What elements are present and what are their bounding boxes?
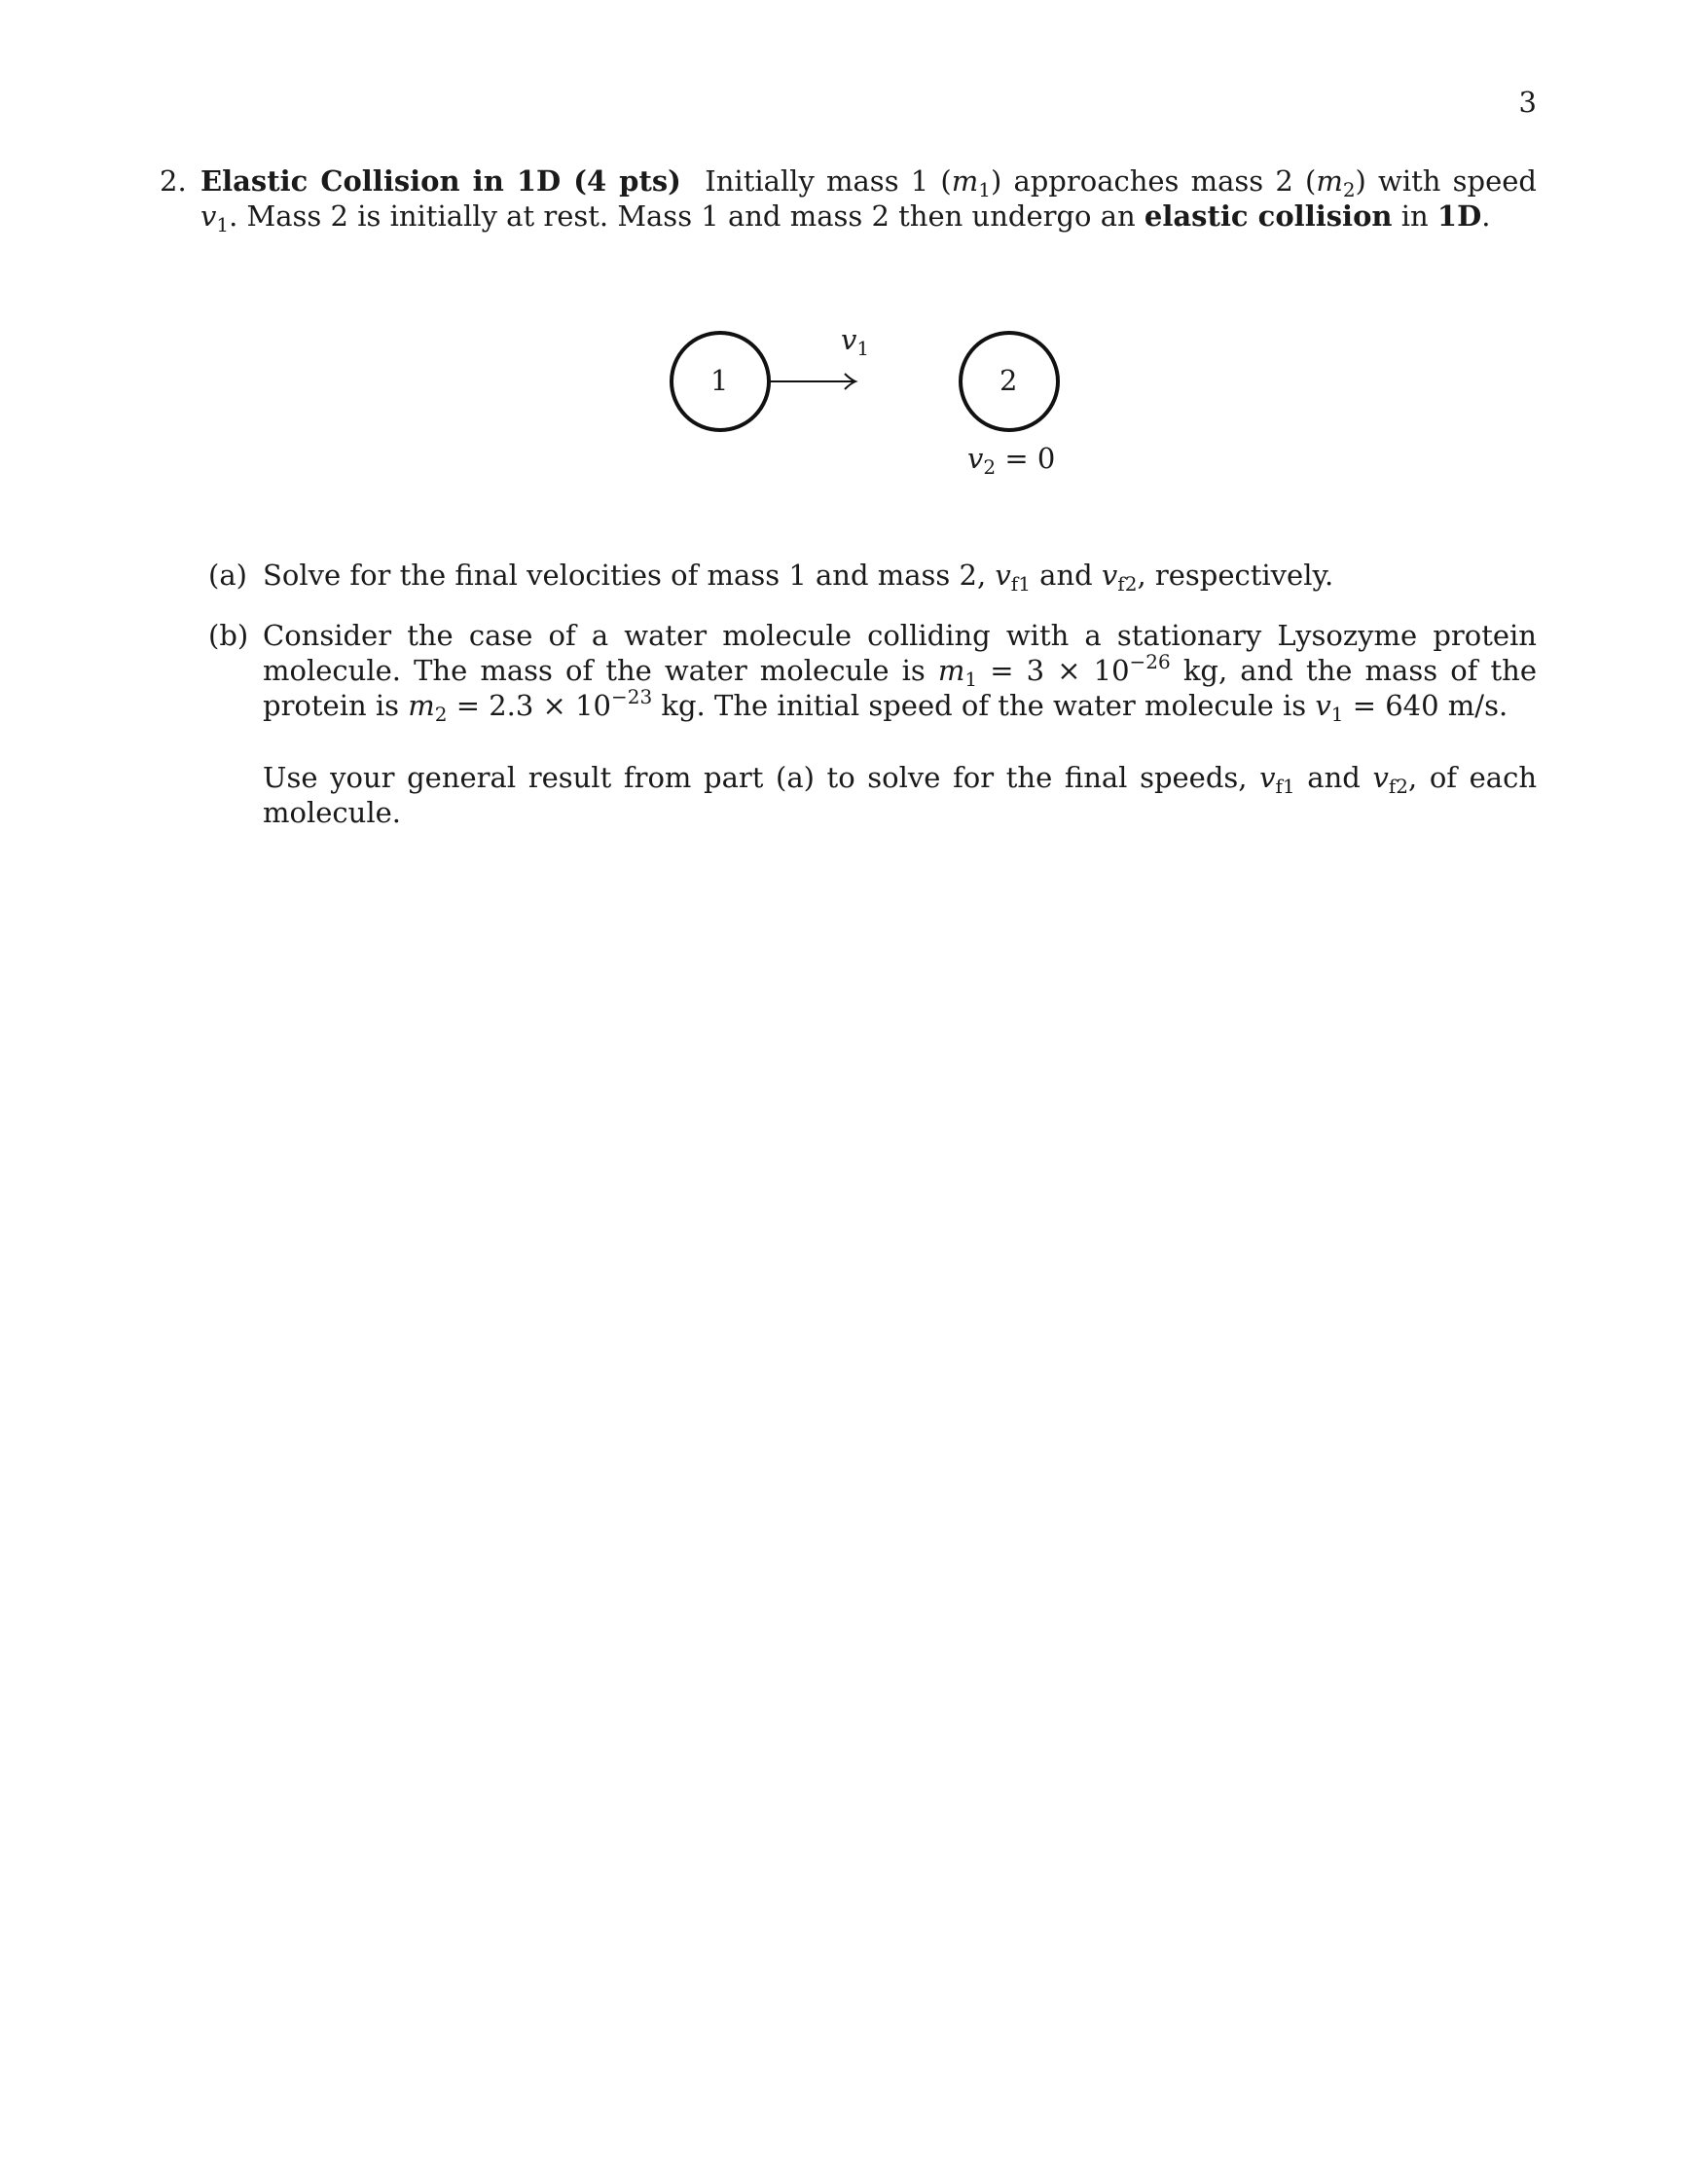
symbol-m1-sub: 1 [978,178,991,201]
symbol-m2: m [1316,164,1343,198]
part-a-vf2-sub: f2 [1117,572,1138,596]
part-a-label: (a) [208,559,247,592]
arrow-v: v [841,323,857,356]
part-b-text-3: kg. The initial speed of the water molecule is [652,689,1316,722]
part-a-text-2: and [1030,559,1102,592]
mass-1-label: 1 [710,364,729,397]
part-b-m1-sub: 1 [964,668,978,691]
part-b-para2-3: , of each molecule. [263,761,1538,829]
bold-term: elastic collision [1144,199,1393,233]
collision-diagram [662,321,1071,506]
mass-2-label: 2 [999,364,1018,397]
part-a-vf2: v [1101,559,1118,592]
part-b-m1-exp: −26 [1129,650,1171,673]
intro-text-4: . Mass 2 is initially at rest. Mass 1 and mass 2 then undergo an [229,199,1145,233]
intro-text-3: ) with speed [1355,164,1537,198]
symbol-v1: v [200,199,217,233]
part-b-v1: v [1315,689,1331,722]
symbol-m1: m [951,164,979,198]
part-b-para2-2: and [1294,761,1373,794]
page-number: 3 [1518,86,1537,119]
part-b-text-1: Consider the case of a water molecule colliding with a stationary Lysozyme protein molecule. The mass of the water molecule is [263,619,1537,687]
part-a-vf1-sub: f1 [1010,572,1031,596]
part-a-text-3: , respectively. [1137,559,1334,592]
part-a-vf1: v [995,559,1011,592]
part-a-text-1: Solve for the final velocities of mass 1 and mass 2, [263,559,996,592]
problem-statement [200,163,1537,234]
part-b-para2-1: Use your general result from part (a) to solve for the final speeds, [263,761,1260,794]
arrow-velocity-label [841,323,870,360]
part-b-v1-sub: 1 [1330,703,1344,726]
rest-v-sub: 2 [983,455,997,479]
bold-dim: 1D [1436,199,1482,233]
problem-parts [208,558,1537,855]
symbol-m2-sub: 2 [1342,178,1356,201]
part-b-para-1 [263,618,1537,726]
intro-text-6: . [1481,199,1491,233]
rest-v: v [967,442,984,475]
symbol-v1-sub: 1 [216,213,230,236]
part-b-m2-sub: 2 [434,703,448,726]
part-b-m2: m [408,689,435,722]
part-b-v1-value: = 640 m/s. [1343,689,1508,722]
part-b-label: (b) [208,619,249,652]
part-a [208,558,1537,596]
intro-text-1: Initially mass 1 ( [705,164,952,198]
part-b-para-2 [263,760,1537,830]
problem-title: Elastic Collision in 1D (4 pts) [200,164,681,198]
part-b-vf1: v [1259,761,1276,794]
part-b-m1: m [937,654,965,687]
rest-velocity-label [967,442,1056,479]
part-b-text-2: kg, and the mass of the protein is [263,654,1537,722]
part-b-m1-value: = 3 × 10 [977,654,1130,687]
part-b-m2-exp: −23 [610,685,653,708]
part-b-vf2: v [1372,761,1389,794]
intro-text-2: ) approaches mass 2 ( [990,164,1317,198]
rest-v-value: = 0 [996,442,1056,475]
part-b-vf2-sub: f2 [1388,775,1408,798]
intro-text-5: in [1392,199,1437,233]
part-b [208,618,1537,830]
part-b-vf1-sub: f1 [1275,775,1295,798]
problem-2 [160,163,1537,234]
part-b-m2-value: = 2.3 × 10 [447,689,611,722]
problem-number: 2. [160,164,187,198]
arrow-v-sub: 1 [856,337,870,360]
